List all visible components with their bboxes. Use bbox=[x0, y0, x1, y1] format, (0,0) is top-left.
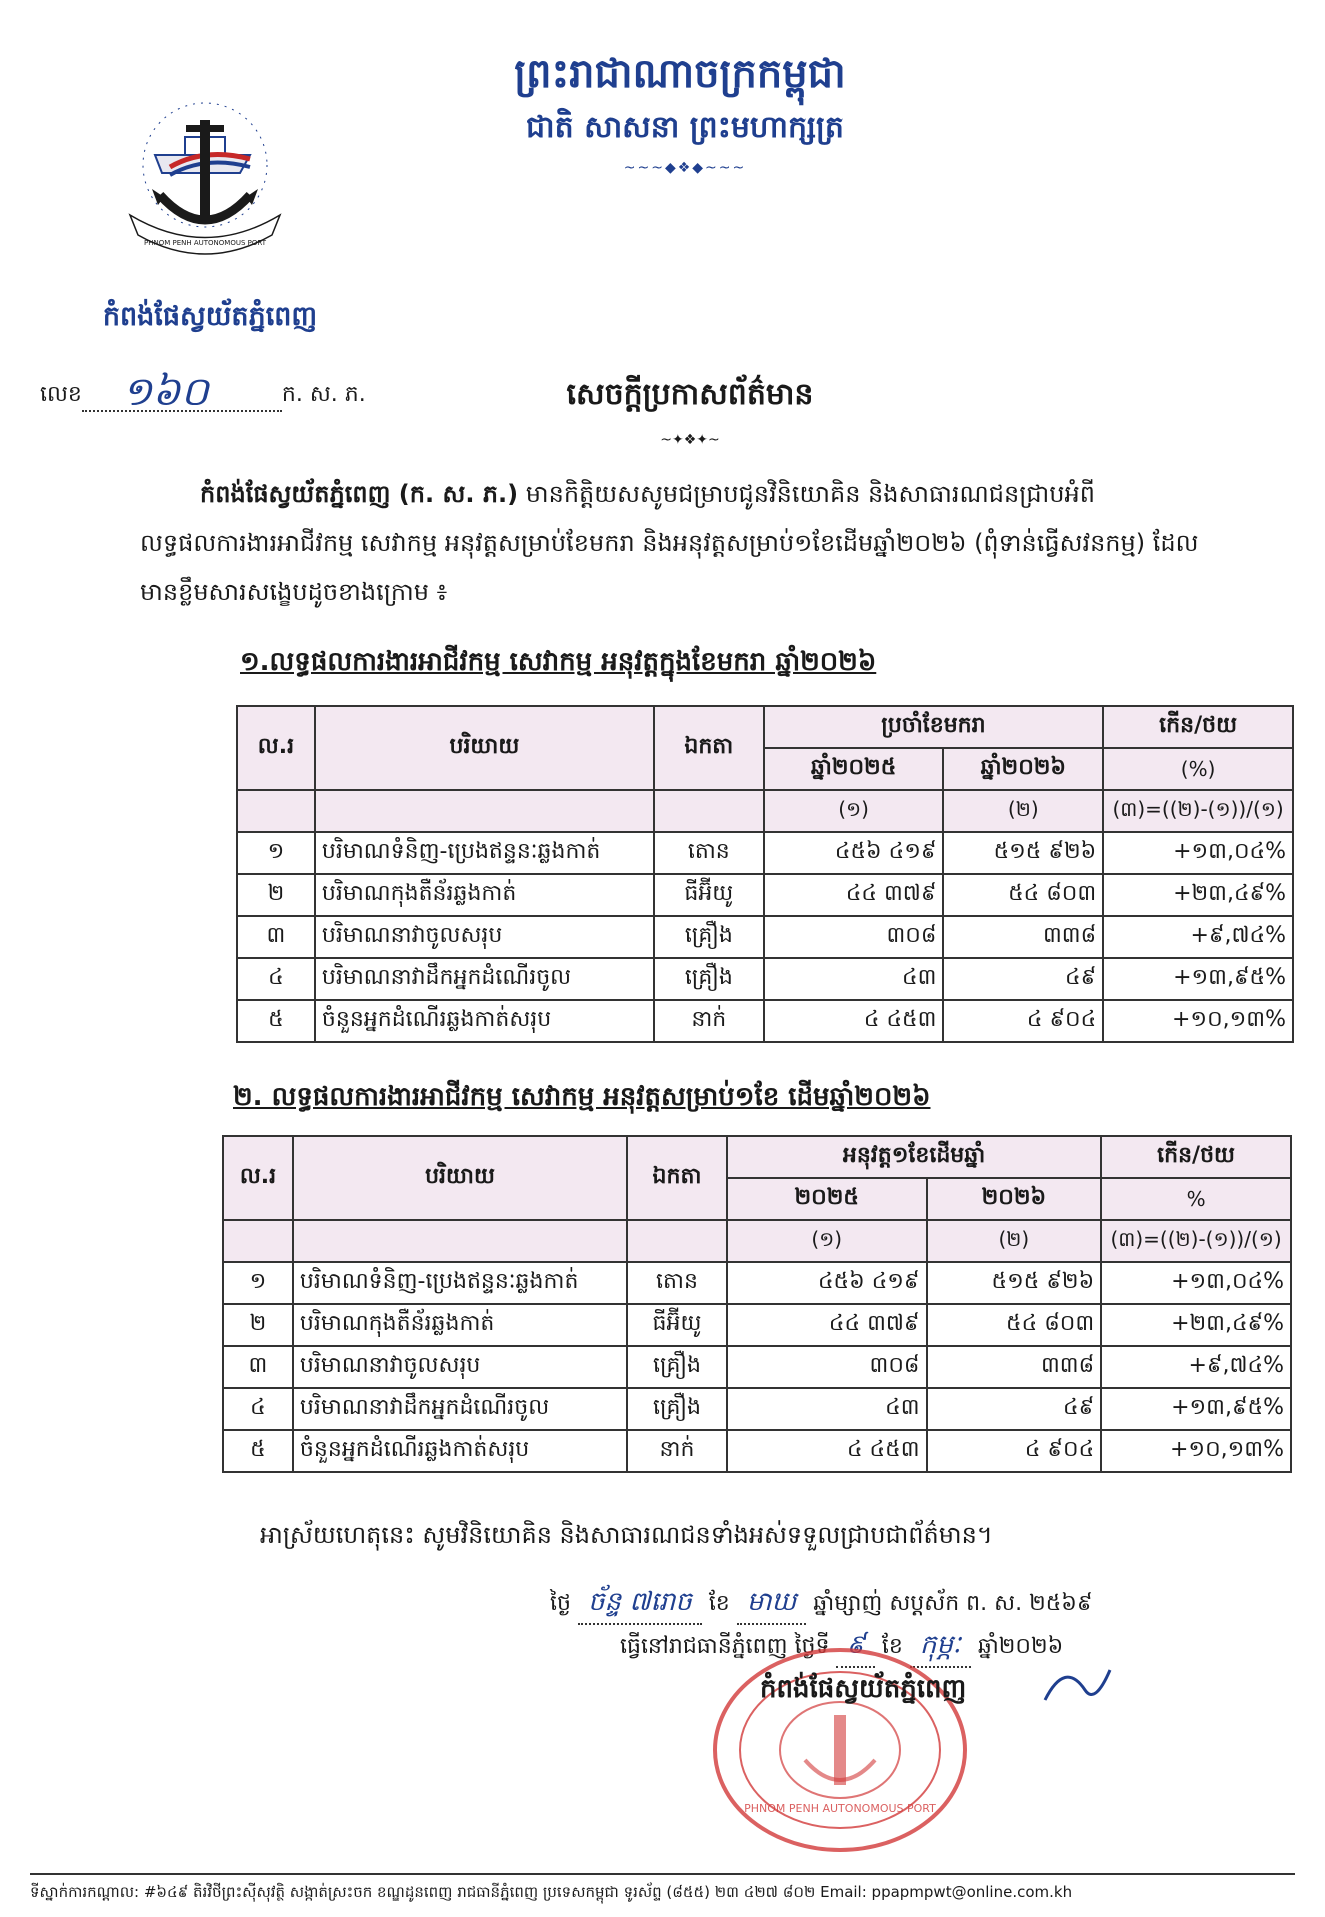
cell-change: +៩,៧៤% bbox=[1101, 1346, 1291, 1388]
lunar-day-label: ថ្ងៃ bbox=[550, 1591, 571, 1616]
cell-unit: នាក់ bbox=[627, 1430, 727, 1472]
lunar-day-value: ច័ន្ទ ៧រោច bbox=[578, 1585, 702, 1625]
cell-value-2025: ៤៥៦ ៤១៩ bbox=[727, 1262, 927, 1304]
cell-change: +២៣,៤៩% bbox=[1101, 1304, 1291, 1346]
nation-title: ព្រះរាជាណាចក្រកម្ពុជា bbox=[514, 51, 846, 97]
reference-line bbox=[40, 369, 366, 415]
cell-no: ៣ bbox=[237, 916, 315, 958]
col-header-year-1: ២០២៥ bbox=[727, 1178, 927, 1220]
table-row bbox=[223, 1388, 1291, 1430]
col-header-desc: បរិយាយ bbox=[293, 1136, 627, 1220]
cell-change: +១៣,០៤% bbox=[1101, 1262, 1291, 1304]
intro-org: កំពង់ផែស្វយ័តភ្នំពេញ (ក. ស. ភ.) bbox=[200, 480, 519, 508]
cell-desc: បរិមាណនាវាដឹកអ្នកដំណើរចូល bbox=[315, 958, 654, 1000]
cell-value-2026: ៥៤ ៨០៣ bbox=[927, 1304, 1102, 1346]
cell-no: ២ bbox=[237, 874, 315, 916]
cell-change: +៩,៧៤% bbox=[1103, 916, 1293, 958]
cell-value-2025: ៣០៨ bbox=[727, 1346, 927, 1388]
lunar-month-value: មាឃ bbox=[737, 1585, 807, 1625]
col-header-unit: ឯកតា bbox=[654, 706, 764, 790]
cell-change: +១០,១៣% bbox=[1103, 1000, 1293, 1042]
sub-header-blank bbox=[315, 790, 654, 832]
lunar-date-line bbox=[550, 1585, 1092, 1625]
section-1-heading: ១.លទ្ធផលការងារអាជីវកម្ម សេវាកម្ម អនុវត្តក្នុងខែមករា ឆ្នាំ២០២៦ bbox=[240, 647, 877, 677]
closing-text: អាស្រ័យហេតុនេះ សូមវិនិយោគិន និងសាធារណជនទាំងអស់ទទួលជ្រាបជាព័ត៌មាន។ bbox=[260, 1521, 993, 1549]
table-row bbox=[237, 916, 1293, 958]
sub-header-formula: (៣)=((២)-(១))/(១) bbox=[1103, 790, 1293, 832]
cell-value-2026: ៥១៥ ៩២៦ bbox=[943, 832, 1103, 874]
cell-change: +២៣,៤៩% bbox=[1103, 874, 1293, 916]
sub-header-col-2: (២) bbox=[927, 1220, 1102, 1262]
intro-line-1: មានកិត្តិយសសូមជម្រាបជូនវិនិយោគិន និងសាធារណជនជ្រាបអំពី bbox=[518, 480, 1095, 508]
cell-unit: ធីអ៊ីយូ bbox=[654, 874, 764, 916]
intro-line-3: មានខ្លឹមសារសង្ខេបដូចខាងក្រោម ៖ bbox=[140, 578, 448, 606]
cell-desc: ចំនួនអ្នកដំណើរឆ្លងកាត់សរុប bbox=[293, 1430, 627, 1472]
table-row bbox=[237, 832, 1293, 874]
port-logo bbox=[100, 85, 310, 275]
cell-unit: ធីអ៊ីយូ bbox=[627, 1304, 727, 1346]
cell-unit: គ្រឿង bbox=[654, 916, 764, 958]
cell-value-2025: ៤ ៤៥៣ bbox=[727, 1430, 927, 1472]
cell-value-2025: ៣០៨ bbox=[764, 916, 944, 958]
cell-value-2026: ៤៩ bbox=[927, 1388, 1102, 1430]
cell-value-2025: ៤៣ bbox=[727, 1388, 927, 1430]
col-header-year-2: ឆ្នាំ២០២៦ bbox=[943, 748, 1103, 790]
cell-value-2025: ៤៤ ៣៧៩ bbox=[727, 1304, 927, 1346]
cell-value-2025: ៤៥៦ ៤១៩ bbox=[764, 832, 944, 874]
col-header-group: អនុវត្ត១ខែដើមឆ្នាំ bbox=[727, 1136, 1101, 1178]
cell-value-2025: ៤៣ bbox=[764, 958, 944, 1000]
sub-header-blank bbox=[223, 1220, 293, 1262]
lunar-year: ឆ្នាំម្សាញ់ សប្តស័ក ព. ស. ២៥៦៩ bbox=[813, 1591, 1093, 1616]
day-value: ៩ bbox=[836, 1628, 874, 1668]
cell-value-2026: ៤៩ bbox=[943, 958, 1103, 1000]
cell-value-2026: ៥១៥ ៩២៦ bbox=[927, 1262, 1102, 1304]
cell-no: ៤ bbox=[223, 1388, 293, 1430]
cell-unit: តោន bbox=[627, 1262, 727, 1304]
month-value: កុម្ភៈ bbox=[910, 1628, 971, 1668]
svg-text:PHNOM PENH AUTONOMOUS PORT: PHNOM PENH AUTONOMOUS PORT bbox=[744, 1802, 936, 1815]
cell-unit: តោន bbox=[654, 832, 764, 874]
document-title: សេចក្ដីប្រកាសព័ត៌មាន bbox=[566, 377, 814, 412]
cell-value-2026: ៤ ៩០៤ bbox=[927, 1430, 1102, 1472]
cell-no: ៥ bbox=[237, 1000, 315, 1042]
sub-header-formula: (៣)=((២)-(១))/(១) bbox=[1101, 1220, 1291, 1262]
sub-header-blank bbox=[627, 1220, 727, 1262]
nation-motto: ជាតិ សាសនា ព្រះមហាក្សត្រ bbox=[526, 110, 844, 145]
cell-value-2026: ៥៤ ៨០៣ bbox=[943, 874, 1103, 916]
cell-value-2026: ៤ ៩០៤ bbox=[943, 1000, 1103, 1042]
table-row bbox=[237, 1000, 1293, 1042]
cell-change: +១៣,៩៥% bbox=[1101, 1388, 1291, 1430]
table-row bbox=[237, 958, 1293, 1000]
signature-org: កំពង់ផែស្វយ័តភ្នំពេញ bbox=[760, 1674, 967, 1704]
cell-desc: បរិមាណទំនិញ-ប្រេងឥន្ទនៈឆ្លងកាត់ bbox=[293, 1262, 627, 1304]
table-row bbox=[223, 1304, 1291, 1346]
cell-desc: បរិមាណទំនិញ-ប្រេងឥន្ទនៈឆ្លងកាត់ bbox=[315, 832, 654, 874]
cell-no: ១ bbox=[223, 1262, 293, 1304]
col-header-no: ល.រ bbox=[237, 706, 315, 790]
org-name: កំពង់ផែស្វយ័តភ្នំពេញ bbox=[102, 301, 318, 332]
ref-number: ១៦០ bbox=[121, 369, 209, 415]
col-header-group: ប្រចាំខែមករា bbox=[764, 706, 1103, 748]
cell-desc: បរិមាណនាវាដឹកអ្នកដំណើរចូល bbox=[293, 1388, 627, 1430]
sub-header-blank bbox=[237, 790, 315, 832]
cell-value-2026: ៣៣៨ bbox=[943, 916, 1103, 958]
col-header-change: កើន/ថយ bbox=[1101, 1136, 1291, 1178]
section-1-table bbox=[236, 705, 1294, 1043]
cell-no: ៥ bbox=[223, 1430, 293, 1472]
sub-header-blank bbox=[654, 790, 764, 832]
intro-paragraph bbox=[140, 470, 1240, 617]
col-header-change: កើន/ថយ bbox=[1103, 706, 1293, 748]
section-2-table bbox=[222, 1135, 1292, 1473]
lunar-month-label: ខែ bbox=[708, 1591, 730, 1616]
cell-no: ៤ bbox=[237, 958, 315, 1000]
col-header-unit: ឯកតា bbox=[627, 1136, 727, 1220]
place-label: ធ្វើនៅរាជធានីភ្នំពេញ ថ្ងៃទី bbox=[620, 1634, 830, 1659]
intro-line-2: លទ្ធផលការងារអាជីវកម្ម សេវាកម្ម អនុវត្តសម្រាប់ខែមករា និងអនុវត្តសម្រាប់១ខែដើមឆ្នាំ២០២៦ (ពុំទាន់ធ្វើសវនកម្ម) ដែល bbox=[140, 529, 1199, 557]
table-row bbox=[223, 1346, 1291, 1388]
cell-desc: បរិមាណកុងតឺន័រឆ្លងកាត់ bbox=[293, 1304, 627, 1346]
cell-no: ២ bbox=[223, 1304, 293, 1346]
table-row bbox=[223, 1430, 1291, 1472]
motto-ornament: ~~~◆❖◆~~~ bbox=[623, 160, 747, 176]
cell-no: ៣ bbox=[223, 1346, 293, 1388]
table-row bbox=[237, 874, 1293, 916]
cell-unit: នាក់ bbox=[654, 1000, 764, 1042]
col-header-desc: បរិយាយ bbox=[315, 706, 654, 790]
col-header-change-unit: % bbox=[1101, 1178, 1291, 1220]
signature-mark bbox=[1035, 1650, 1115, 1710]
col-header-change-unit: (%) bbox=[1103, 748, 1293, 790]
ref-label: លេខ bbox=[40, 382, 82, 407]
sub-header-col-2: (២) bbox=[943, 790, 1103, 832]
footer-address: ទីស្នាក់ការកណ្ដាល: #៦៤៩ តិរវិថីព្រះស៊ីសុវត្ថិ សង្កាត់ស្រះចក ខណ្ឌដូនពេញ រាជធានីភ្នំពេញ ប្រទេសកម្ពុជា ទូរស័ព្ទ (៨៥៥) ២៣ ៤២៧ ៨០២ Email: ppapmpwt@online.com.kh bbox=[30, 1883, 1073, 1901]
cell-value-2025: ៤៤ ៣៧៩ bbox=[764, 874, 944, 916]
cell-change: +១០,១៣% bbox=[1101, 1430, 1291, 1472]
ref-suffix: ក. ស. ភ. bbox=[281, 382, 366, 407]
cell-desc: ចំនួនអ្នកដំណើរឆ្លងកាត់សរុប bbox=[315, 1000, 654, 1042]
cell-unit: គ្រឿង bbox=[627, 1388, 727, 1430]
section-2-heading: ២. លទ្ធផលការងារអាជីវកម្ម សេវាកម្ម អនុវត្តសម្រាប់១ខែ ដើមឆ្នាំ២០២៦ bbox=[233, 1082, 931, 1112]
year-text: ឆ្នាំ២០២៦ bbox=[977, 1634, 1064, 1659]
title-ornament: ~✦❖✦~ bbox=[660, 432, 720, 448]
cell-unit: គ្រឿង bbox=[627, 1346, 727, 1388]
col-header-no: ល.រ bbox=[223, 1136, 293, 1220]
sub-header-col-1: (១) bbox=[727, 1220, 927, 1262]
col-header-year-2: ២០២៦ bbox=[927, 1178, 1102, 1220]
month-label: ខែ bbox=[881, 1634, 903, 1659]
sub-header-blank bbox=[293, 1220, 627, 1262]
cell-desc: បរិមាណកុងតឺន័រឆ្លងកាត់ bbox=[315, 874, 654, 916]
cell-change: +១៣,៩៥% bbox=[1103, 958, 1293, 1000]
cell-change: +១៣,០៤% bbox=[1103, 832, 1293, 874]
cell-value-2026: ៣៣៨ bbox=[927, 1346, 1102, 1388]
cell-desc: បរិមាណនាវាចូលសរុប bbox=[315, 916, 654, 958]
svg-text:PHNOM PENH AUTONOMOUS PORT: PHNOM PENH AUTONOMOUS PORT bbox=[143, 239, 267, 247]
cell-desc: បរិមាណនាវាចូលសរុប bbox=[293, 1346, 627, 1388]
cell-unit: គ្រឿង bbox=[654, 958, 764, 1000]
cell-no: ១ bbox=[237, 832, 315, 874]
sub-header-col-1: (១) bbox=[764, 790, 944, 832]
footer-divider bbox=[30, 1873, 1295, 1875]
col-header-year-1: ឆ្នាំ២០២៥ bbox=[764, 748, 944, 790]
table-row bbox=[223, 1262, 1291, 1304]
cell-value-2025: ៤ ៤៥៣ bbox=[764, 1000, 944, 1042]
